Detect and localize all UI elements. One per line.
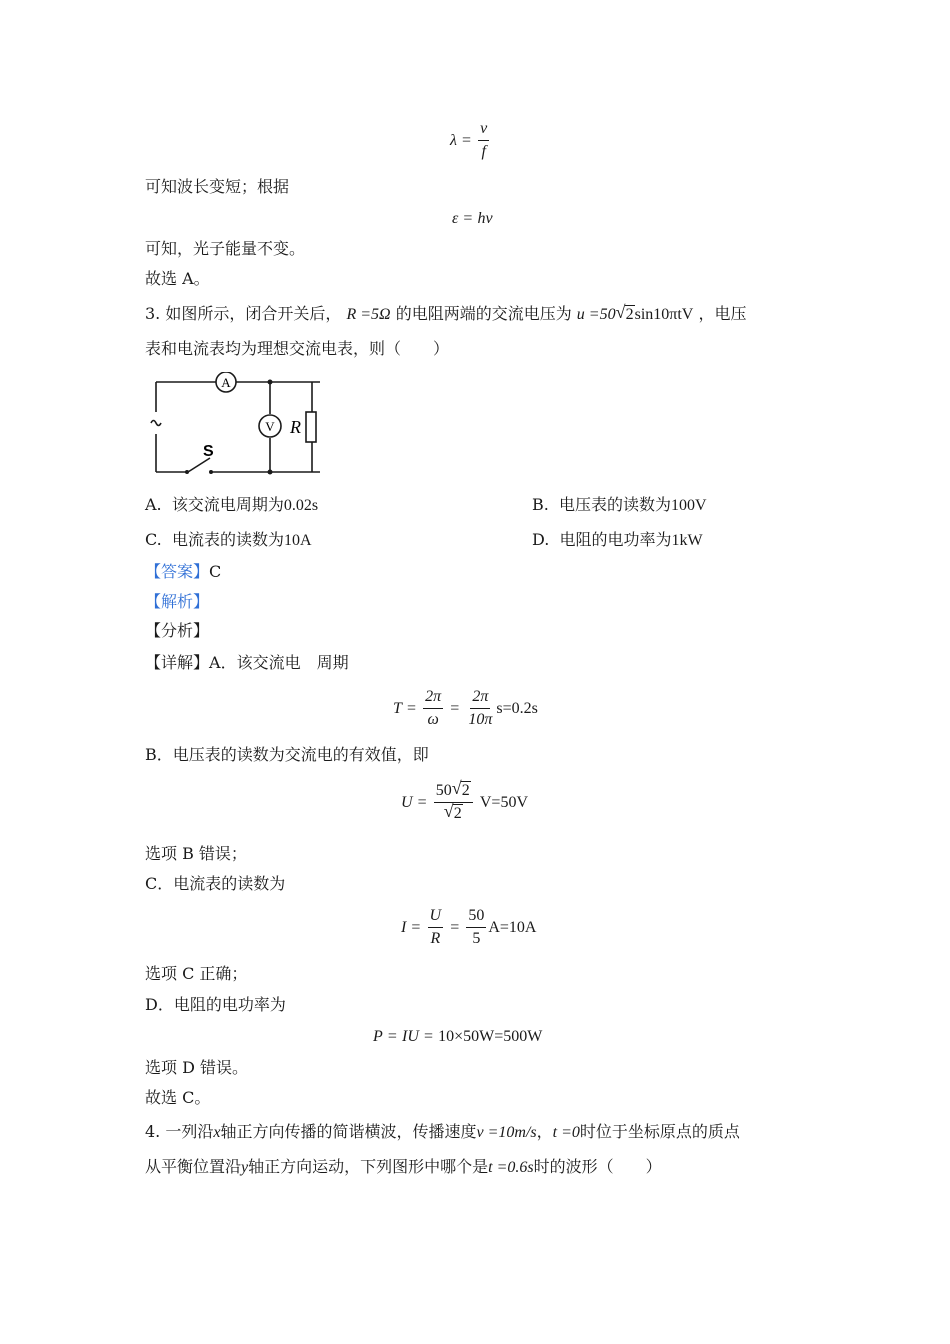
sqrt-expression: √ 2 xyxy=(615,302,634,323)
eq-sign: = xyxy=(450,919,460,936)
fraction xyxy=(434,780,473,825)
eq-rhs: A=10A xyxy=(488,919,537,936)
q3-text: ，电压 xyxy=(698,304,747,323)
choose-c-line: 故选 C。 xyxy=(145,1088,211,1107)
eq-sign: = xyxy=(423,1028,434,1045)
q4-x-symbol: x xyxy=(213,1124,221,1141)
equation-voltage xyxy=(401,780,528,825)
denominator: 5 xyxy=(472,930,481,947)
q4-time-zero: t =0 xyxy=(552,1124,580,1141)
equation-power xyxy=(373,1025,542,1048)
option-value: 1kW xyxy=(671,532,703,549)
switch-label: S xyxy=(203,443,214,460)
option-c[interactable] xyxy=(145,529,312,552)
eq-rhs: V=50V xyxy=(479,794,529,811)
q3-text: 3. 如图所示，闭合开关后， xyxy=(145,304,342,323)
option-label: B. xyxy=(532,495,549,514)
question-3-line-2: 表和电流表均为理想交流电表，则（ ） xyxy=(145,339,450,358)
circuit-diagram xyxy=(148,372,328,482)
eq-symbol: T xyxy=(393,700,402,717)
fraction xyxy=(466,905,486,950)
numerator: 50 √ 2 xyxy=(434,780,473,803)
option-value: 0.02s xyxy=(283,497,319,514)
q4-time: t =0.6s xyxy=(488,1159,534,1176)
eq-symbol: I xyxy=(401,919,407,936)
detail-line-c: C．电流表的读数为 xyxy=(145,874,286,893)
q4-text: 4. 一列沿 xyxy=(145,1122,214,1141)
denominator: ω xyxy=(427,711,439,728)
eq-sign: = xyxy=(407,700,417,717)
eq-sign: = xyxy=(387,1028,397,1045)
q3-u-expression-tail: sin10πtV xyxy=(634,306,694,323)
denominator: 10π xyxy=(468,711,493,728)
numerator: v xyxy=(478,118,489,141)
option-label: C. xyxy=(145,530,162,549)
sqrt-radicand: 2 xyxy=(625,306,634,323)
q3-u-expression: u =50 xyxy=(576,306,616,323)
eq-sign: = xyxy=(450,700,460,717)
q4-text: 轴正方向运动，下列图形中哪个是 xyxy=(248,1157,489,1176)
option-value: 10A xyxy=(283,532,312,549)
eq-mid: IU xyxy=(402,1028,419,1045)
fraction xyxy=(423,686,443,731)
text-line: 故选 A。 xyxy=(145,269,210,288)
denominator: f xyxy=(481,143,486,160)
detail-text: A．该交流电 周期 xyxy=(209,653,349,672)
answer-value: C xyxy=(209,562,222,581)
detail-line-a xyxy=(145,652,349,674)
detail-line-d: D．电阻的电功率为 xyxy=(145,995,286,1014)
eq-symbol: P xyxy=(373,1028,383,1045)
option-label: A. xyxy=(145,495,162,514)
option-b[interactable] xyxy=(532,494,707,517)
q4-text: 时的波形（ ） xyxy=(533,1157,662,1176)
answer-line xyxy=(145,561,221,583)
eq-symbol: λ xyxy=(450,132,457,149)
equation-period xyxy=(393,686,538,731)
d-wrong-line: 选项 D 错误。 xyxy=(145,1058,249,1077)
equation-current xyxy=(401,905,536,950)
q4-text: 从平衡位置沿 xyxy=(145,1157,242,1176)
analysis-tag: 【解析】 xyxy=(145,592,210,611)
sqrt-radicand: 2 xyxy=(461,782,470,799)
detail-line-b: B．电压表的读数为交流电的有效值，即 xyxy=(145,745,429,764)
text-line: 可知，光子能量不变。 xyxy=(145,239,306,258)
option-text: 电流表的读数为 xyxy=(171,530,284,549)
c-right-line: 选项 C 正确； xyxy=(145,964,248,983)
voltmeter-label: V xyxy=(265,419,275,434)
option-value: 100V xyxy=(671,497,707,514)
q4-text: 轴正方向传播的简谐横波，传播速度 xyxy=(220,1122,477,1141)
equation-energy xyxy=(452,207,493,230)
option-text: 该交流电周期为 xyxy=(171,495,284,514)
fraction xyxy=(428,905,444,950)
eq-sign: = xyxy=(411,919,421,936)
q3-text: 的电阻两端的交流电压为 xyxy=(395,304,572,323)
numerator-coefficient: 50 xyxy=(435,782,452,799)
fraction xyxy=(466,686,494,731)
eq-symbol: ε xyxy=(452,210,459,227)
option-text: 电阻的电功率为 xyxy=(559,530,672,549)
eq-symbol: U xyxy=(401,794,413,811)
q4-velocity: v =10m/s xyxy=(476,1124,537,1141)
question-4-line-2 xyxy=(145,1156,662,1179)
numerator: 2π xyxy=(470,686,490,709)
numerator: 50 xyxy=(466,905,486,928)
option-d[interactable] xyxy=(532,529,703,552)
text-line: 可知波长变短；根据 xyxy=(145,177,290,196)
eq-rhs: 10×50W=500W xyxy=(438,1028,543,1045)
ammeter-label: A xyxy=(221,375,231,390)
eq-rhs: hν xyxy=(477,210,493,227)
denominator: √ 2 xyxy=(443,801,462,822)
answer-tag: 【答案】 xyxy=(145,562,210,581)
option-text: 电压表的读数为 xyxy=(559,495,672,514)
fraction xyxy=(478,118,489,163)
denominator: R xyxy=(430,930,441,947)
q4-text: 时位于坐标原点的质点 xyxy=(579,1122,740,1141)
sqrt-radicand: 2 xyxy=(453,805,462,822)
option-label: D. xyxy=(532,530,550,549)
numerator: 2π xyxy=(423,686,443,709)
question-4-line-1 xyxy=(145,1121,740,1144)
eq-rhs: s=0.2s xyxy=(496,700,538,717)
eq-sign: = xyxy=(463,210,473,227)
numerator: U xyxy=(428,905,444,928)
eq-sign: = xyxy=(462,132,472,149)
resistor-label: R xyxy=(290,417,301,437)
equation-lambda xyxy=(450,118,491,163)
question-3-line-1 xyxy=(145,303,746,326)
option-a[interactable] xyxy=(145,494,318,517)
q3-r-expression: R =5Ω xyxy=(346,306,391,323)
q4-text: ， xyxy=(536,1122,553,1141)
b-wrong-line: 选项 B 错误； xyxy=(145,844,247,863)
eq-sign: = xyxy=(417,794,427,811)
fenxi-tag: 【分析】 xyxy=(145,621,210,640)
q4-y-symbol: y xyxy=(241,1159,249,1176)
detail-tag: 【详解】 xyxy=(145,653,210,672)
